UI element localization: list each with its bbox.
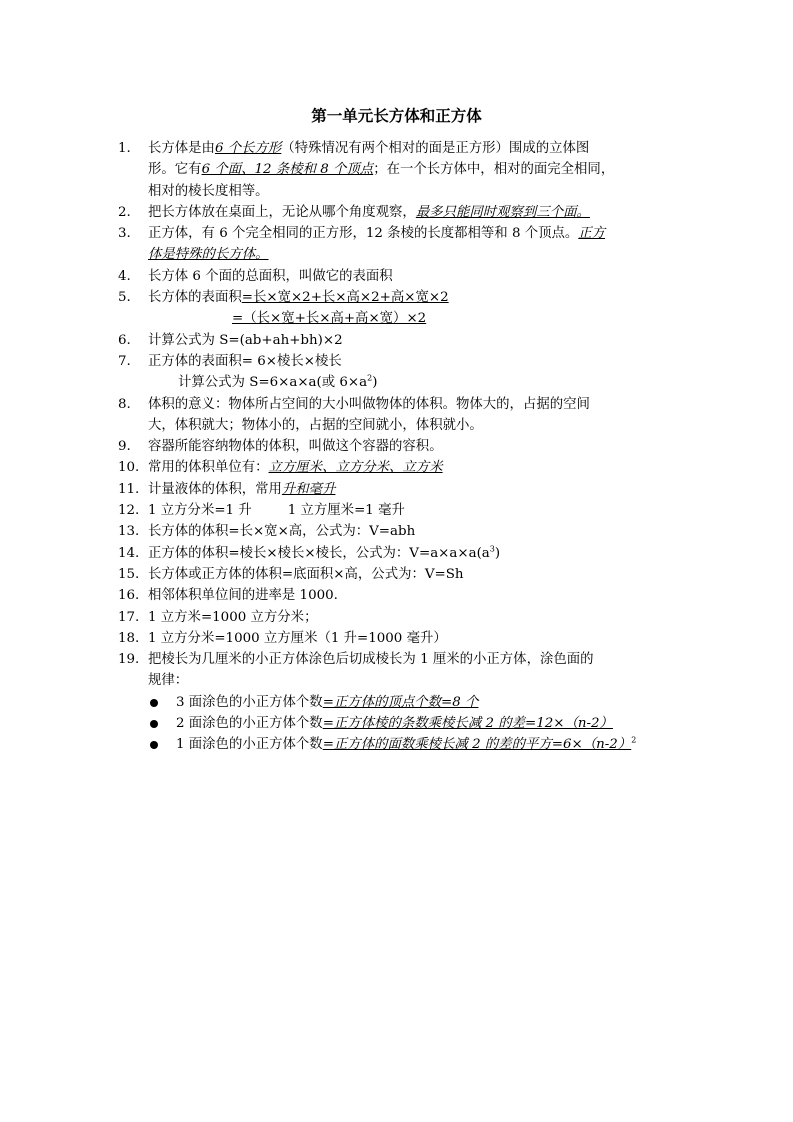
list-item-7: 7. 正方体的表面积= 6×棱长×棱长 计算公式为 S=6×a×a(或 $6\times a^2$) (118, 351, 688, 394)
item-number: 6. (118, 332, 131, 348)
list-item-11: 11. 计量液体的体积，常用升和毫升 (118, 479, 688, 500)
list-item-8: 8. 体积的意义：物体所占空间的大小叫做物体的体积。物体大的，占据的空间 大，体积就大；物体小的，占据的空间就小，体积就小。 (118, 394, 688, 437)
list-item-17: 17. 1 立方米=1000 立方分米； (118, 607, 688, 628)
page-title: 第一单元长方体和正方体 (311, 107, 482, 125)
list-item-6: 6. 计算公式为 S=(ab+ah+bh)×2 (118, 330, 688, 351)
list-item-1: 1. 长方体是由6 个长方形（特殊情况有两个相对的面是正方形）围成的立体图 形。它有6 个面、12 条棱和 8 个顶点；在一个长方体中，相对的面完全相同， 相对的棱长度相等。 (118, 138, 688, 202)
item-number: 2. (118, 204, 131, 220)
underlined-text: 最多只能同时观察到三个面。 (415, 204, 590, 220)
item-number: 17. (118, 609, 140, 625)
bullet-dot-icon (150, 741, 158, 749)
underlined-text: 体是特殊的长方体。 (148, 247, 269, 263)
list-item-5: 5. 长方体的表面积=长×宽×2+长×高×2+高×宽×2 =（长×宽+长×高+高×宽）×2 (118, 287, 688, 330)
bullet-dot-icon (150, 699, 158, 707)
bullet-item-3: 1 面涂色的小正方体个数=正方体的面数乘棱长减 2 的差的平方$=6\times(n-2)^2$ (118, 734, 688, 755)
formula-text: =长×宽×2+长×高×2+高×宽×2 (241, 290, 449, 306)
list-item-14: 14. 正方体的体积=棱长×棱长×棱长，公式为：$V=a\times a\times a(a^3)$ (118, 543, 688, 564)
knowledge-list (118, 138, 688, 756)
item-number: 13. (118, 524, 140, 540)
list-item-2: 2. 把长方体放在桌面上，无论从哪个角度观察，最多只能同时观察到三个面。 (118, 202, 688, 223)
underlined-text: 6 个面、12 条棱和 8 个顶点 (201, 162, 374, 178)
item-number: 12. (118, 503, 140, 519)
underlined-text: 6 个长方形 (214, 141, 282, 156)
formula-text: =（长×宽+长×高+高×宽）×2 (232, 311, 427, 327)
item-number: 18. (118, 630, 140, 646)
item-number: 10. (118, 460, 140, 476)
underlined-text: =正方体棱的条数乘棱长减 2 的差=12×（n-2） (322, 716, 613, 732)
item-number: 16. (118, 588, 140, 604)
underlined-text: =正方体的顶点个数=8 个 (322, 694, 479, 710)
list-item-18: 18. 1 立方分米=1000 立方厘米（1 升=1000 毫升） (118, 628, 688, 649)
item-number: 9. (118, 439, 131, 455)
item-number: 5. (118, 290, 131, 306)
item-number: 4. (118, 268, 131, 284)
bullet-dot-icon (150, 720, 158, 728)
underlined-text: 正方 (578, 226, 606, 242)
list-item-10: 10. 常用的体积单位有：立方厘米、立方分米、立方米 (118, 457, 688, 478)
list-item-9: 9. 容器所能容纳物体的体积，叫做这个容器的容积。 (118, 436, 688, 457)
item-number: 3. (118, 226, 131, 242)
bullet-item-2: 2 面涂色的小正方体个数=正方体棱的条数乘棱长减 2 的差=12×（n-2） (118, 713, 688, 734)
item-number: 19. (118, 652, 140, 668)
list-item-3: 3. 正方体，有 6 个完全相同的正方形，12 条棱的长度都相等和 8 个顶点。正方 体是特殊的长方体。 (118, 223, 688, 266)
item-number: 14. (118, 545, 140, 561)
list-item-15: 15. 长方体或正方体的体积=底面积×高，公式为：V=Sh (118, 564, 688, 585)
bullet-item-1: 3 面涂色的小正方体个数=正方体的顶点个数=8 个 (118, 692, 688, 713)
underlined-text: 立方厘米、立方分米、立方米 (268, 460, 443, 476)
list-item-16: 16. 相邻体积单位间的进率是 1000. (118, 585, 688, 606)
item-number: 11. (118, 481, 140, 497)
list-item-13: 13. 长方体的体积=长×宽×高，公式为：V=abh (118, 521, 688, 542)
item-number: 8. (118, 396, 131, 412)
list-item-19: 19. 把棱长为几厘米的小正方体涂色后切成棱长为 1 厘米的小正方体，涂色面的 规律： (118, 649, 688, 692)
underlined-text: =正方体的面数乘棱长减 2 的差的平方=6×（n-2） (322, 737, 632, 753)
item-number: 15. (118, 566, 140, 582)
underlined-text: 升和毫升 (281, 481, 336, 497)
item-number: 1. (118, 141, 131, 156)
item-number: 7. (118, 353, 131, 369)
list-item-12: 12. 1 立方分米=1 升 1 立方厘米=1 毫升 (118, 500, 688, 521)
list-item-4: 4. 长方体 6 个面的总面积，叫做它的表面积 (118, 266, 688, 287)
